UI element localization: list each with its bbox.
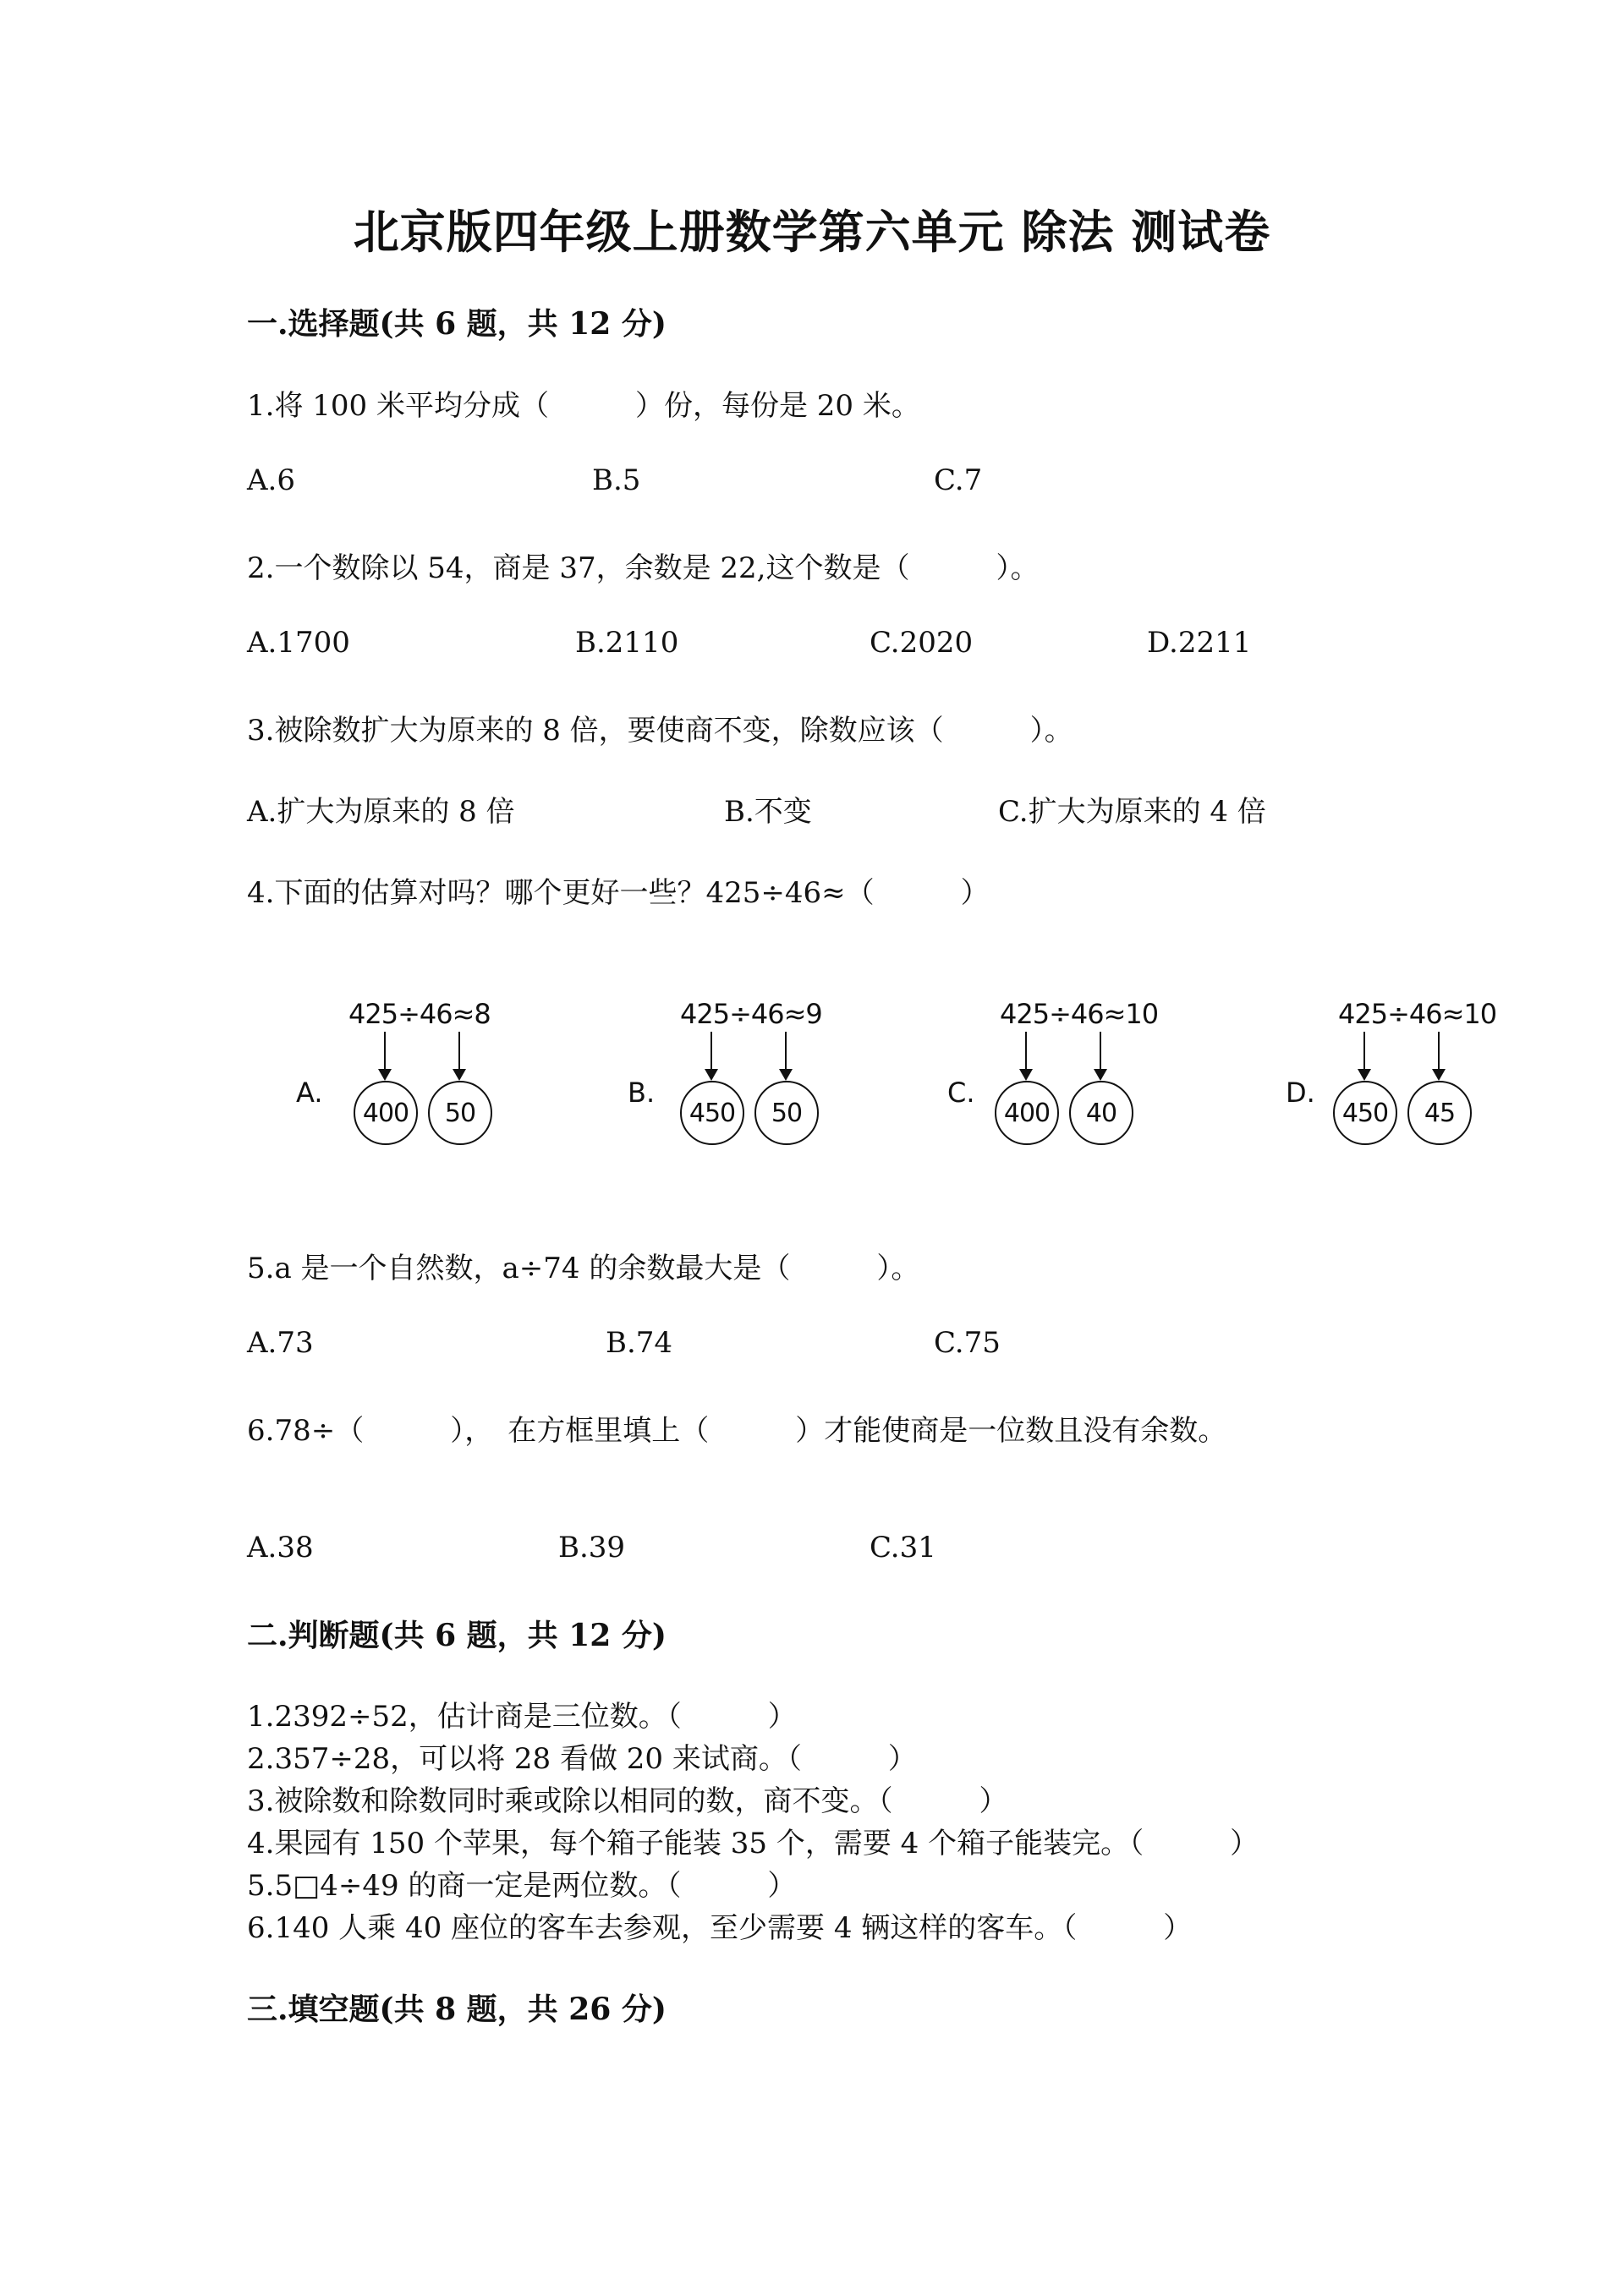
arrow-down-icon xyxy=(384,1032,386,1074)
judgement-item-1: 1.2392÷52，估计商是三位数。（ ） xyxy=(247,1700,797,1734)
q4-option-d-divisor-circle: 45 xyxy=(1407,1081,1472,1145)
arrow-head-icon xyxy=(1358,1069,1371,1081)
q5-option-b: B.74 xyxy=(606,1326,673,1360)
question-6: 6.78÷（ ）， 在方框里填上（ ）才能使商是一位数且没有余数。 xyxy=(247,1414,1227,1448)
q6-option-a: A.38 xyxy=(247,1531,314,1564)
q3-option-c: C.扩大为原来的 4 倍 xyxy=(998,795,1266,829)
q4-option-a-letter: A. xyxy=(296,1077,323,1109)
arrow-head-icon xyxy=(779,1069,793,1081)
q4-option-b-dividend-circle: 450 xyxy=(680,1081,744,1145)
judgement-item-2: 2.357÷28，可以将 28 看做 20 来试商。（ ） xyxy=(247,1742,917,1776)
judgement-item-5: 5.5□4÷49 的商一定是两位数。（ ） xyxy=(247,1869,797,1903)
judgement-item-4: 4.果园有 150 个苹果，每个箱子能装 35 个，需要 4 个箱子能装完。（ ） xyxy=(247,1827,1259,1860)
section-heading-fill-in: 三.填空题(共 8 题，共 26 分) xyxy=(247,1992,667,2027)
arrow-down-icon xyxy=(1438,1032,1440,1074)
q1-option-a: A.6 xyxy=(247,463,295,497)
q6-option-c: C.31 xyxy=(870,1531,936,1564)
arrow-down-icon xyxy=(458,1032,460,1074)
question-4: 4.下面的估算对吗？哪个更好一些？425÷46≈（ ） xyxy=(247,876,990,910)
q4-option-c-dividend-circle: 400 xyxy=(995,1081,1059,1145)
q4-option-b-divisor-circle: 50 xyxy=(754,1081,819,1145)
q2-option-c: C.2020 xyxy=(870,626,974,660)
arrow-head-icon xyxy=(1432,1069,1446,1081)
q5-option-c: C.75 xyxy=(934,1326,1001,1360)
q4-option-b-expression: 425÷46≈9 xyxy=(680,998,822,1030)
question-2: 2.一个数除以 54，商是 37，余数是 22,这个数是（ ）。 xyxy=(247,551,1040,585)
arrow-down-icon xyxy=(710,1032,712,1074)
q2-option-a: A.1700 xyxy=(247,626,350,660)
arrow-down-icon xyxy=(1363,1032,1365,1074)
question-5: 5.a 是一个自然数，a÷74 的余数最大是（ ）。 xyxy=(247,1252,920,1285)
q2-option-b: B.2110 xyxy=(575,626,679,660)
q3-option-a: A.扩大为原来的 8 倍 xyxy=(247,795,515,829)
question-3: 3.被除数扩大为原来的 8 倍，要使商不变，除数应该（ ）。 xyxy=(247,714,1073,748)
section-heading-judgement: 二.判断题(共 6 题，共 12 分) xyxy=(247,1618,667,1653)
q4-option-c-divisor-circle: 40 xyxy=(1069,1081,1133,1145)
q4-option-a-dividend-circle: 400 xyxy=(354,1081,418,1145)
q5-option-a: A.73 xyxy=(247,1326,314,1360)
q4-option-d-dividend-circle: 450 xyxy=(1333,1081,1397,1145)
arrow-head-icon xyxy=(1094,1069,1107,1081)
judgement-item-3: 3.被除数和除数同时乘或除以相同的数，商不变。（ ） xyxy=(247,1784,1008,1818)
q4-option-d-letter: D. xyxy=(1286,1077,1315,1109)
q6-option-b: B.39 xyxy=(558,1531,626,1564)
arrow-head-icon xyxy=(378,1069,392,1081)
arrow-down-icon xyxy=(1100,1032,1101,1074)
section-heading-choice: 一.选择题(共 6 题，共 12 分) xyxy=(247,306,667,342)
q4-option-b-letter: B. xyxy=(628,1077,656,1109)
judgement-item-6: 6.140 人乘 40 座位的客车去参观，至少需要 4 辆这样的客车。（ ） xyxy=(247,1911,1193,1945)
q4-option-d-diagram xyxy=(1286,998,1539,1167)
q4-option-c-letter: C. xyxy=(947,1077,975,1109)
q4-option-a-diagram xyxy=(296,998,550,1167)
arrow-down-icon xyxy=(1025,1032,1027,1074)
page-title: 北京版四年级上册数学第六单元 除法 测试卷 xyxy=(353,205,1271,259)
q4-option-a-expression: 425÷46≈8 xyxy=(348,998,491,1030)
arrow-down-icon xyxy=(785,1032,787,1074)
q4-option-c-diagram xyxy=(947,998,1201,1167)
q4-option-d-expression: 425÷46≈10 xyxy=(1338,998,1497,1030)
q2-option-d: D.2211 xyxy=(1147,626,1252,660)
arrow-head-icon xyxy=(453,1069,466,1081)
question-1: 1.将 100 米平均分成（ ）份，每份是 20 米。 xyxy=(247,389,920,423)
q3-option-b: B.不变 xyxy=(724,795,812,829)
arrow-head-icon xyxy=(1019,1069,1033,1081)
arrow-head-icon xyxy=(705,1069,718,1081)
q1-option-c: C.7 xyxy=(934,463,983,497)
q4-option-b-diagram xyxy=(628,998,881,1167)
q1-option-b: B.5 xyxy=(592,463,641,497)
q4-option-c-expression: 425÷46≈10 xyxy=(1000,998,1159,1030)
q4-option-a-divisor-circle: 50 xyxy=(428,1081,492,1145)
